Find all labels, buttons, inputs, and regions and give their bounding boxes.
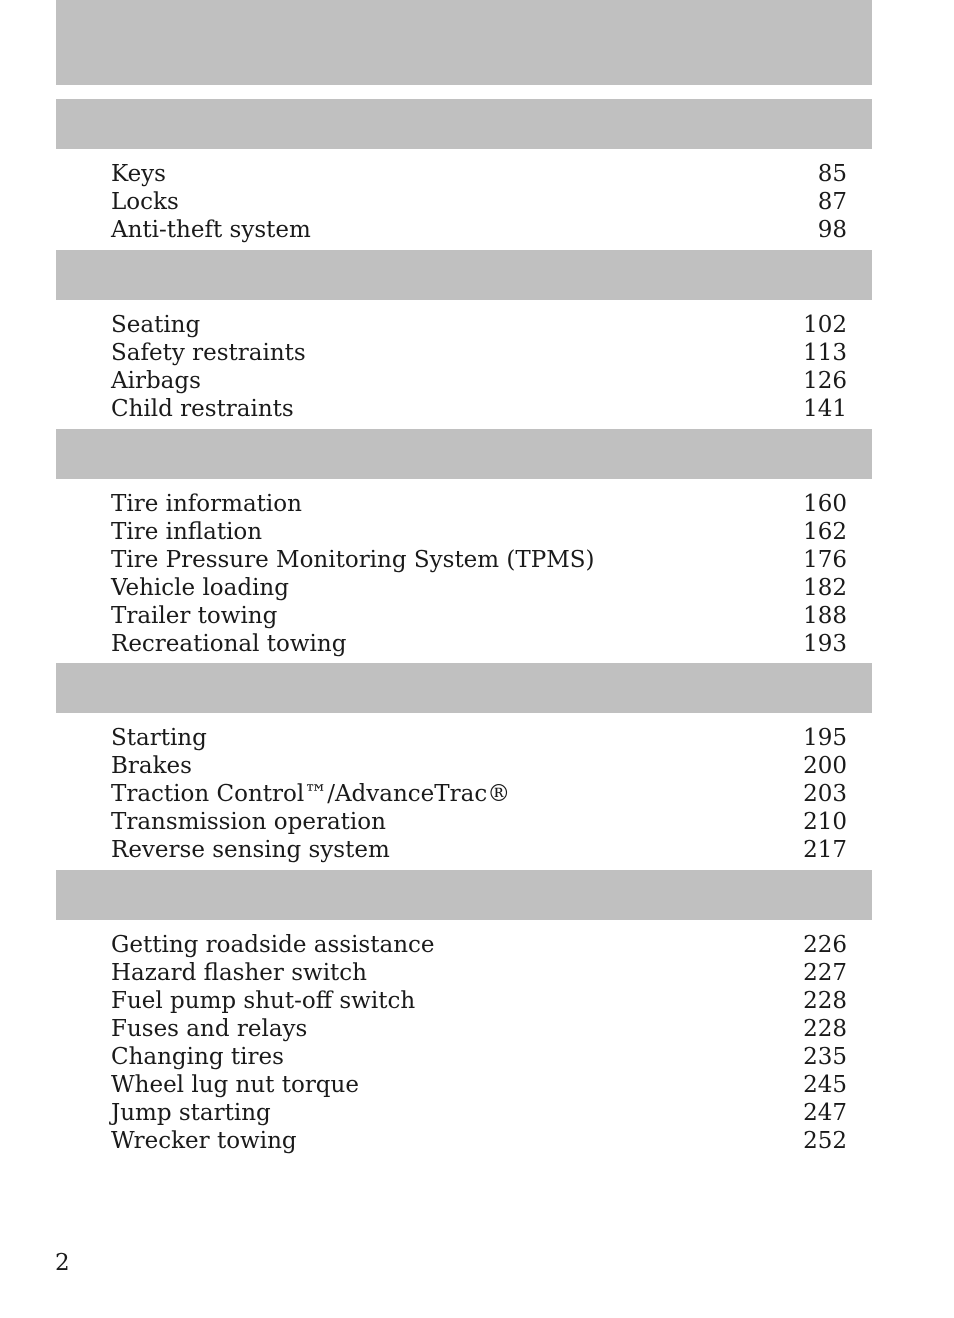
toc-entry[interactable] bbox=[111, 931, 847, 959]
toc-entry-page: 210 bbox=[803, 809, 847, 835]
toc-entry[interactable] bbox=[111, 1099, 847, 1127]
toc-entry-title: Transmission operation bbox=[111, 809, 386, 835]
toc-entry-page: 87 bbox=[817, 189, 847, 215]
toc-entry-title: Anti-theft system bbox=[111, 217, 311, 243]
toc-entry[interactable] bbox=[111, 959, 847, 987]
toc-entry-page: 195 bbox=[803, 725, 847, 751]
toc-entry-title: Wheel lug nut torque bbox=[111, 1072, 359, 1098]
toc-entry-page: 162 bbox=[803, 519, 847, 545]
toc-entry-page: 245 bbox=[803, 1072, 847, 1098]
toc-entry-title: Getting roadside assistance bbox=[111, 932, 435, 958]
toc-entry-title: Starting bbox=[111, 725, 207, 751]
toc-entry-page: 200 bbox=[803, 753, 847, 779]
toc-entry-page: 235 bbox=[803, 1044, 847, 1070]
toc-entry[interactable] bbox=[111, 836, 847, 864]
toc-entry-title: Traction Control™/AdvanceTrac® bbox=[111, 781, 511, 807]
toc-entry-page: 203 bbox=[803, 781, 847, 807]
toc-entry[interactable] bbox=[111, 808, 847, 836]
toc-entry-title: Vehicle loading bbox=[111, 575, 289, 601]
toc-entry-page: 182 bbox=[803, 575, 847, 601]
toc-entry[interactable] bbox=[111, 546, 847, 574]
toc-entry-page: 160 bbox=[803, 491, 847, 517]
toc-entry[interactable] bbox=[111, 1071, 847, 1099]
toc-entry-page: 85 bbox=[817, 161, 847, 187]
toc-entry-page: 113 bbox=[803, 340, 847, 366]
section-band-4 bbox=[56, 663, 872, 713]
toc-entry[interactable] bbox=[111, 630, 847, 658]
section-entries-3 bbox=[111, 490, 847, 658]
toc-entry-title: Fuses and relays bbox=[111, 1016, 308, 1042]
toc-entry-title: Recreational towing bbox=[111, 631, 347, 657]
toc-entry-title: Safety restraints bbox=[111, 340, 306, 366]
toc-entry-title: Tire Pressure Monitoring System (TPMS) bbox=[111, 547, 595, 573]
page-number: 2 bbox=[55, 1250, 70, 1276]
section-band-3 bbox=[56, 429, 872, 479]
section-entries-5 bbox=[111, 931, 847, 1155]
toc-entry-title: Trailer towing bbox=[111, 603, 278, 629]
section-entries-4 bbox=[111, 724, 847, 864]
toc-entry-page: 176 bbox=[803, 547, 847, 573]
section-band-5 bbox=[56, 870, 872, 920]
section-entries-1 bbox=[111, 160, 847, 244]
toc-entry-page: 228 bbox=[803, 988, 847, 1014]
toc-entry-title: Tire inflation bbox=[111, 519, 263, 545]
toc-entry[interactable] bbox=[111, 395, 847, 423]
toc-entry-page: 252 bbox=[803, 1128, 847, 1154]
toc-entry-page: 193 bbox=[803, 631, 847, 657]
toc-entry-title: Child restraints bbox=[111, 396, 294, 422]
toc-entry-page: 188 bbox=[803, 603, 847, 629]
toc-entry[interactable] bbox=[111, 339, 847, 367]
toc-entry-title: Brakes bbox=[111, 753, 192, 779]
toc-entry-page: 228 bbox=[803, 1016, 847, 1042]
toc-entry-title: Wrecker towing bbox=[111, 1128, 297, 1154]
header-band bbox=[56, 0, 872, 85]
toc-entry[interactable] bbox=[111, 987, 847, 1015]
section-band-2 bbox=[56, 250, 872, 300]
toc-entry[interactable] bbox=[111, 1015, 847, 1043]
toc-entry[interactable] bbox=[111, 1127, 847, 1155]
toc-entry[interactable] bbox=[111, 574, 847, 602]
toc-entry-page: 98 bbox=[817, 217, 847, 243]
toc-entry-page: 102 bbox=[803, 312, 847, 338]
toc-entry-page: 126 bbox=[803, 368, 847, 394]
toc-entry-page: 227 bbox=[803, 960, 847, 986]
toc-entry-title: Reverse sensing system bbox=[111, 837, 390, 863]
toc-entry[interactable] bbox=[111, 602, 847, 630]
toc-entry[interactable] bbox=[111, 724, 847, 752]
toc-entry[interactable] bbox=[111, 311, 847, 339]
toc-entry[interactable] bbox=[111, 160, 847, 188]
toc-entry-title: Airbags bbox=[111, 368, 201, 394]
section-band-1 bbox=[56, 99, 872, 149]
toc-entry[interactable] bbox=[111, 216, 847, 244]
toc-entry[interactable] bbox=[111, 490, 847, 518]
toc-entry-title: Jump starting bbox=[111, 1100, 271, 1126]
toc-entry[interactable] bbox=[111, 188, 847, 216]
toc-entry-title: Fuel pump shut-off switch bbox=[111, 988, 416, 1014]
toc-entry-title: Locks bbox=[111, 189, 179, 215]
toc-entry-page: 141 bbox=[803, 396, 847, 422]
toc-entry-title: Hazard flasher switch bbox=[111, 960, 367, 986]
toc-entry[interactable] bbox=[111, 518, 847, 546]
toc-entry-page: 247 bbox=[803, 1100, 847, 1126]
toc-entry[interactable] bbox=[111, 367, 847, 395]
toc-entry-title: Changing tires bbox=[111, 1044, 284, 1070]
toc-entry-page: 226 bbox=[803, 932, 847, 958]
section-entries-2 bbox=[111, 311, 847, 423]
toc-entry[interactable] bbox=[111, 780, 847, 808]
toc-entry-title: Keys bbox=[111, 161, 166, 187]
toc-entry-page: 217 bbox=[803, 837, 847, 863]
toc-entry-title: Seating bbox=[111, 312, 201, 338]
toc-entry-title: Tire information bbox=[111, 491, 302, 517]
toc-entry[interactable] bbox=[111, 752, 847, 780]
toc-entry[interactable] bbox=[111, 1043, 847, 1071]
